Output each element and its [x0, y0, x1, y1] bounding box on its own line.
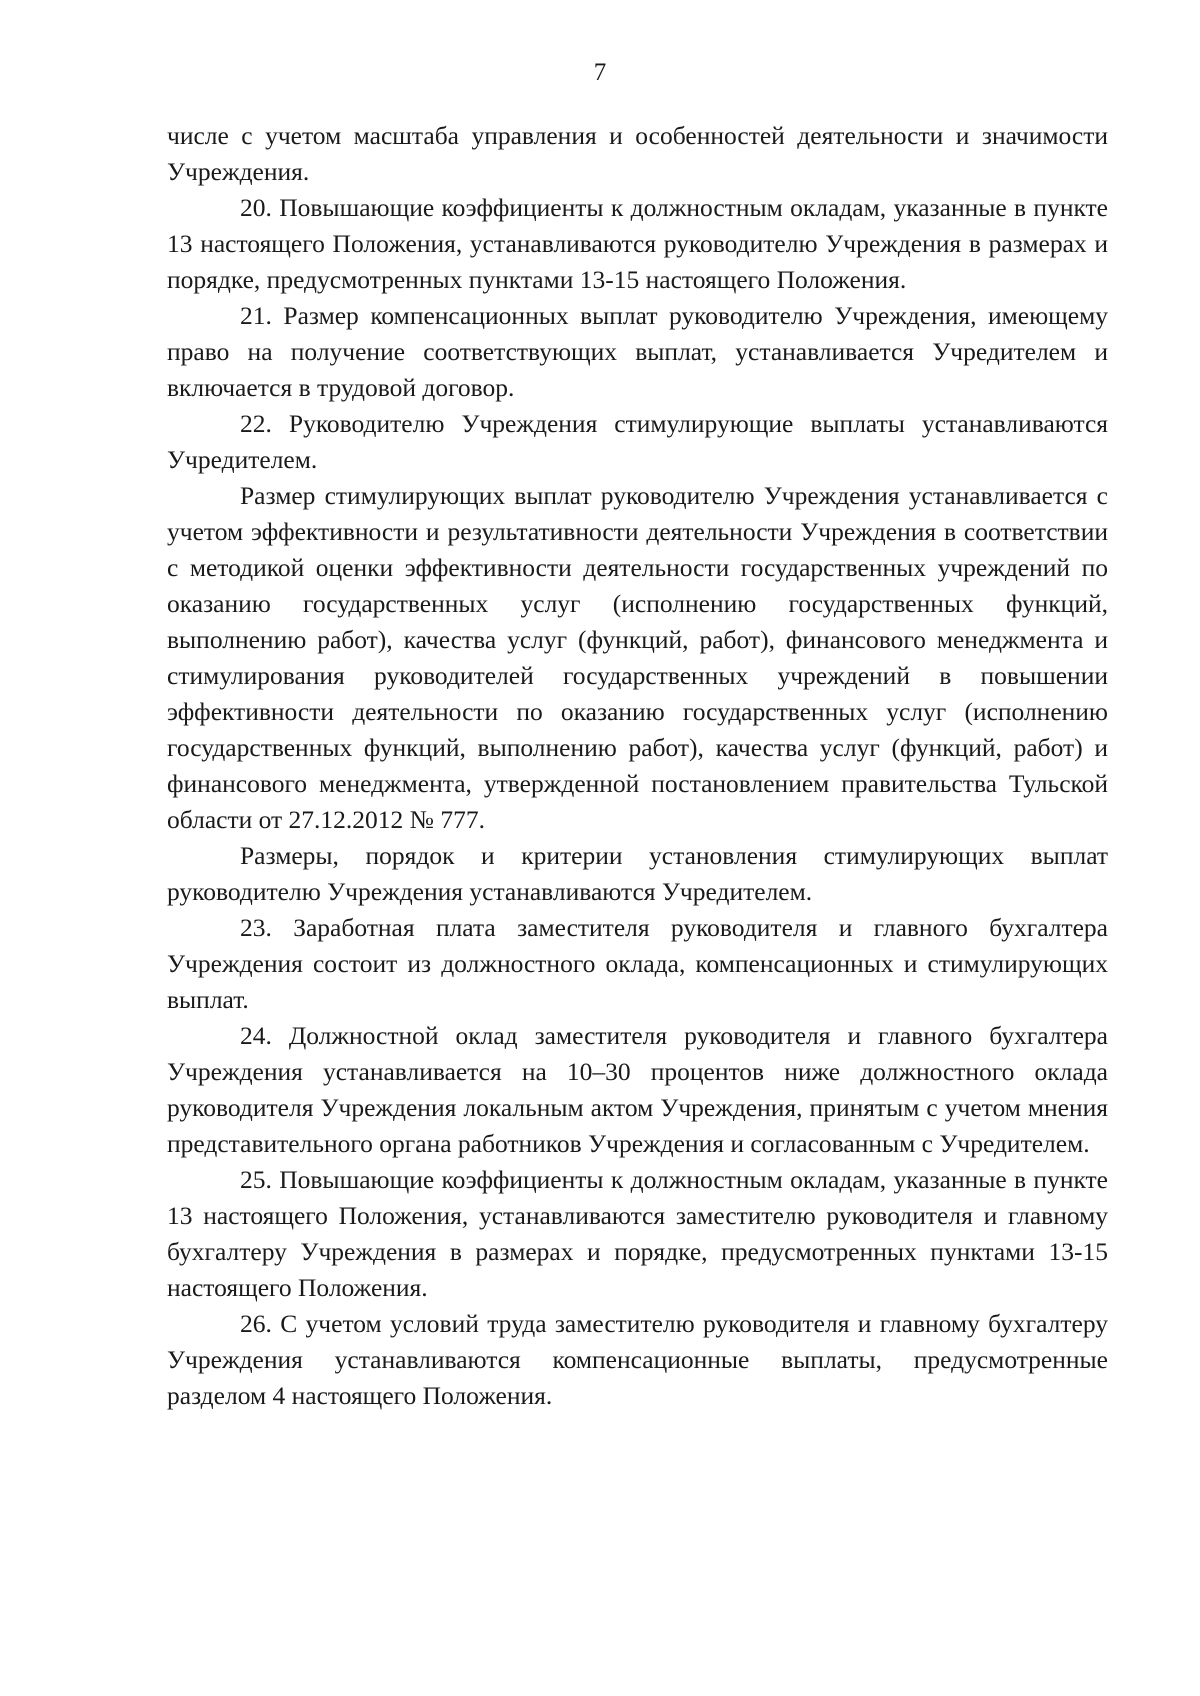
paragraph-24: 24. Должностной оклад заместителя руководителя и главного бухгалтера Учреждения устанавливается на 10–30 процентов ниже должностного оклада руководителя Учреждения локальным актом Учреждения, принятым с учетом мнения представительного органа работников Учреждения и согласованным с Учредителем. — [167, 1021, 1108, 1158]
paragraph-23: 23. Заработная плата заместителя руководителя и главного бухгалтера Учреждения состоит из должностного оклада, компенсационных и стимулирующих выплат. — [167, 913, 1108, 1014]
paragraph-continuation: числе с учетом масштаба управления и особенностей деятельности и значимости Учреждения. — [167, 121, 1108, 186]
paragraph-22: 22. Руководителю Учреждения стимулирующие выплаты устанавливаются Учредителем. — [167, 409, 1108, 474]
paragraph-21: 21. Размер компенсационных выплат руководителю Учреждения, имеющему право на получение соответствующих выплат, устанавливается Учредителем и включается в трудовой договор. — [167, 301, 1108, 402]
page-number: 7 — [593, 59, 607, 86]
paragraph-20: 20. Повышающие коэффициенты к должностным окладам, указанные в пункте 13 настоящего Положения, устанавливаются руководителю Учреждения в размерах и порядке, предусмотренных пунктами 13-15 настоящего Положения. — [167, 193, 1108, 294]
paragraph-26: 26. С учетом условий труда заместителю руководителя и главному бухгалтеру Учреждения устанавливаются компенсационные выплаты, предусмотренные разделом 4 настоящего Положения. — [167, 1309, 1108, 1410]
paragraph-22-incentive-size: Размер стимулирующих выплат руководителю Учреждения устанавливается с учетом эффективности и результативности деятельности Учреждения в соответствии с методикой оценки эффективности деятельности государственных учреждений по оказанию государственных услуг (исполнению государственных функций, выполнению работ), качества услуг (функций, работ), финансового менеджмента и стимулирования руководителей государственных учреждений в повышении эффективности деятельности по оказанию государственных услуг (исполнению государственных функций, выполнению работ), качества услуг (функций, работ) и финансового менеджмента, утвержденной постановлением правительства Тульской области от 27.12.2012 № 777. — [167, 481, 1108, 834]
document-body — [167, 118, 1108, 1414]
paragraph-25: 25. Повышающие коэффициенты к должностным окладам, указанные в пункте 13 настоящего Положения, устанавливаются заместителю руководителя и главному бухгалтеру Учреждения в размерах и порядке, предусмотренных пунктами 13-15 настоящего Положения. — [167, 1165, 1108, 1302]
paragraph-22-incentive-criteria: Размеры, порядок и критерии установления стимулирующих выплат руководителю Учреждения устанавливаются Учредителем. — [167, 841, 1108, 906]
